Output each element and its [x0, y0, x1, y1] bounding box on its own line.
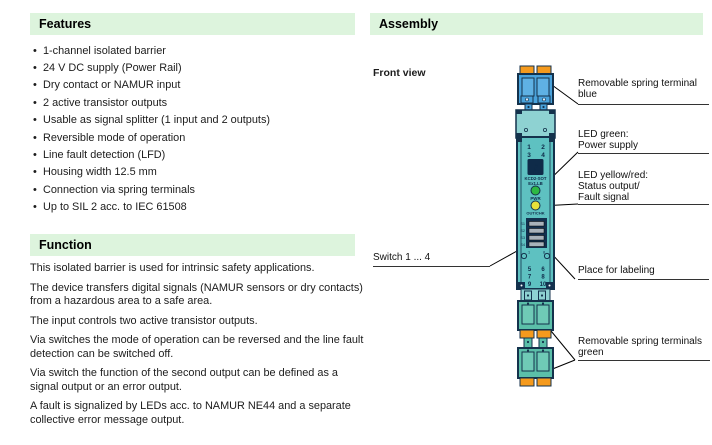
inter-block-pins [524, 338, 547, 348]
callout-led-green: LED green: Power supply [578, 129, 709, 154]
switch-label: S4 [520, 243, 525, 247]
list-item: • Line fault detection (LFD) [30, 146, 360, 163]
model-text: Ex1.LB [528, 181, 543, 187]
list-item: • Up to SIL 2 acc. to IEC 61508 [30, 199, 360, 216]
terminal-number: 2 [541, 144, 545, 151]
terminal-block-blue [518, 74, 553, 110]
callout-terminals-green: Removable spring terminals green [578, 336, 710, 361]
terminal-block-green-2 [518, 348, 553, 386]
list-item: • Usable as signal splitter (1 input and 2 outputs) [30, 112, 360, 129]
list-item: • Connection via spring terminals [30, 181, 360, 198]
features-section-header: Features [30, 13, 355, 35]
bullet-icon: • [33, 149, 37, 162]
led-yellow-status [531, 201, 540, 210]
led-power-label: PWR [530, 196, 541, 201]
terminal-number: 7 [527, 274, 532, 281]
bullet-icon: • [33, 62, 37, 75]
bullet-icon: • [33, 114, 37, 127]
list-item: • Reversible mode of operation [30, 129, 360, 146]
bullet-icon: • [33, 201, 37, 214]
bullet-icon: • [33, 96, 37, 109]
switch-label: S2 [520, 229, 525, 233]
dip-switch [529, 242, 544, 247]
logo-glyph: ƒ [532, 162, 539, 175]
callout-labeling: Place for labeling [578, 265, 709, 280]
features-list [30, 42, 360, 216]
paragraph: A fault is signalized by LEDs acc. to NAMUR NE44 and a separate collective error message output. [30, 400, 351, 426]
led-green-power [531, 186, 540, 195]
paragraph: The input controls two active transistor outputs. [30, 314, 258, 327]
terminal-number: 9 [527, 282, 532, 288]
terminal-number: 10 [539, 282, 547, 288]
list-item: • 1-channel isolated barrier [30, 42, 360, 59]
front-view-label: Front view [373, 67, 426, 79]
switch-scale: 8 [542, 250, 546, 255]
bullet-icon: • [33, 131, 37, 144]
bullet-icon: • [33, 183, 37, 196]
list-item: • Housing width 12.5 mm [30, 164, 360, 181]
switch-label: S3 [520, 236, 525, 240]
paragraph: Via switches the mode of operation can be reversed and the line fault detection can be switched off. [30, 334, 364, 360]
switch-scale: 1 [527, 250, 531, 255]
led-status-label: OUT/CHK [526, 210, 545, 216]
dip-switch [529, 229, 544, 234]
assembly-section-header: Assembly [370, 13, 703, 35]
terminal-number: 4 [541, 152, 545, 159]
bullet-icon: • [33, 166, 37, 179]
device-body [517, 137, 554, 289]
dip-switch [529, 222, 544, 227]
paragraph: The device transfers digital signals (NAMUR sensors or dry contacts) from a hazardous area to a safe area. [30, 281, 363, 307]
paragraph: This isolated barrier is used for intrinsic safety applications. [30, 262, 315, 274]
terminal-number: 5 [527, 267, 532, 273]
function-section-header: Function [30, 234, 355, 256]
list-item: • 24 V DC supply (Power Rail) [30, 59, 360, 76]
upper-housing [516, 110, 555, 138]
switch-label: S1 [520, 222, 525, 226]
dip-switch [529, 236, 544, 241]
terminal-number: 6 [541, 267, 545, 273]
list-item: • Dry contact or NAMUR input [30, 77, 360, 94]
terminal-block-green-1 [518, 301, 553, 338]
function-text [30, 262, 364, 433]
terminal-number: 1 [527, 144, 531, 151]
paragraph: Via switch the function of the second output can be defined as a signal output or an error output. [30, 367, 338, 393]
bullet-icon: • [33, 79, 37, 92]
terminal-number: 8 [541, 274, 545, 281]
callout-terminal-blue: Removable spring terminal blue [578, 78, 709, 105]
bullet-icon: • [33, 44, 37, 57]
terminal-number: 3 [527, 152, 531, 159]
callout-switches: Switch 1 ... 4 [373, 252, 490, 267]
list-item: • 2 active transistor outputs [30, 94, 360, 111]
callout-led-yellow: LED yellow/red: Status output/ Fault signal [578, 170, 709, 205]
model-text: KCD2-SOT [524, 176, 547, 181]
